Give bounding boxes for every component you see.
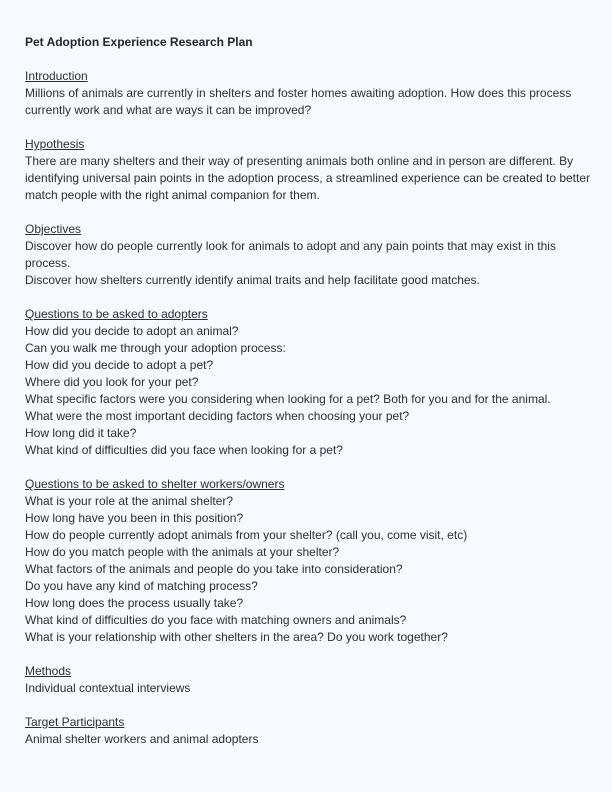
target-participants-text: Animal shelter workers and animal adopters bbox=[25, 732, 259, 746]
shelter-question-item: What is your relationship with other shelters in the area? Do you work together? bbox=[25, 630, 448, 644]
introduction-heading: Introduction bbox=[25, 69, 88, 83]
adopter-question-item: How did you decide to adopt a pet? bbox=[25, 358, 214, 372]
methods-text: Individual contextual interviews bbox=[25, 681, 191, 695]
adopter-questions-list bbox=[25, 323, 592, 459]
hypothesis-text: There are many shelters and their way of presenting animals both online and in person are different. By identifying universal pain points in the adoption process, a streamlined experience can be created to better match people with the right animal companion for them. bbox=[25, 154, 591, 202]
section-introduction bbox=[25, 68, 592, 119]
section-hypothesis bbox=[25, 136, 592, 204]
section-methods bbox=[25, 663, 592, 697]
shelter-question-item: Do you have any kind of matching process? bbox=[25, 579, 258, 593]
shelter-question-item: How do people currently adopt animals from your shelter? (call you, come visit, etc) bbox=[25, 528, 468, 542]
adopter-question-item: What specific factors were you considering when looking for a pet? Both for you and for the animal. bbox=[25, 392, 551, 406]
introduction-text: Millions of animals are currently in shelters and foster homes awaiting adoption. How does this process currently work and what are ways it can be improved? bbox=[25, 86, 572, 117]
section-target-participants bbox=[25, 714, 592, 748]
section-adopter-questions bbox=[25, 306, 592, 459]
shelter-question-item: How do you match people with the animals at your shelter? bbox=[25, 545, 340, 559]
shelter-question-item: What kind of difficulties do you face with matching owners and animals? bbox=[25, 613, 407, 627]
adopter-question-item: Can you walk me through your adoption process: bbox=[25, 341, 286, 355]
shelter-question-item: What is your role at the animal shelter? bbox=[25, 494, 234, 508]
objective-item: Discover how shelters currently identify animal traits and help facilitate good matches. bbox=[25, 273, 480, 287]
shelter-question-item: How long does the process usually take? bbox=[25, 596, 244, 610]
target-participants-heading: Target Participants bbox=[25, 715, 125, 729]
section-objectives bbox=[25, 221, 592, 289]
document-title: Pet Adoption Experience Research Plan bbox=[25, 35, 253, 49]
hypothesis-heading: Hypothesis bbox=[25, 137, 85, 151]
adopter-question-item: How long did it take? bbox=[25, 426, 137, 440]
objectives-list bbox=[25, 238, 592, 289]
adopter-question-item: How did you decide to adopt an animal? bbox=[25, 324, 239, 338]
shelter-question-item: How long have you been in this position? bbox=[25, 511, 244, 525]
adopter-questions-heading: Questions to be asked to adopters bbox=[25, 307, 208, 321]
shelter-questions-heading: Questions to be asked to shelter workers/owners bbox=[25, 477, 285, 491]
adopter-question-item: Where did you look for your pet? bbox=[25, 375, 199, 389]
shelter-questions-list bbox=[25, 493, 592, 646]
shelter-question-item: What factors of the animals and people do you take into consideration? bbox=[25, 562, 403, 576]
adopter-question-item: What kind of difficulties did you face when looking for a pet? bbox=[25, 443, 343, 457]
section-shelter-questions bbox=[25, 476, 592, 646]
objectives-heading: Objectives bbox=[25, 222, 82, 236]
methods-heading: Methods bbox=[25, 664, 72, 678]
adopter-question-item: What were the most important deciding factors when choosing your pet? bbox=[25, 409, 410, 423]
objective-item: Discover how do people currently look for animals to adopt and any pain points that may exist in this process. bbox=[25, 239, 556, 270]
